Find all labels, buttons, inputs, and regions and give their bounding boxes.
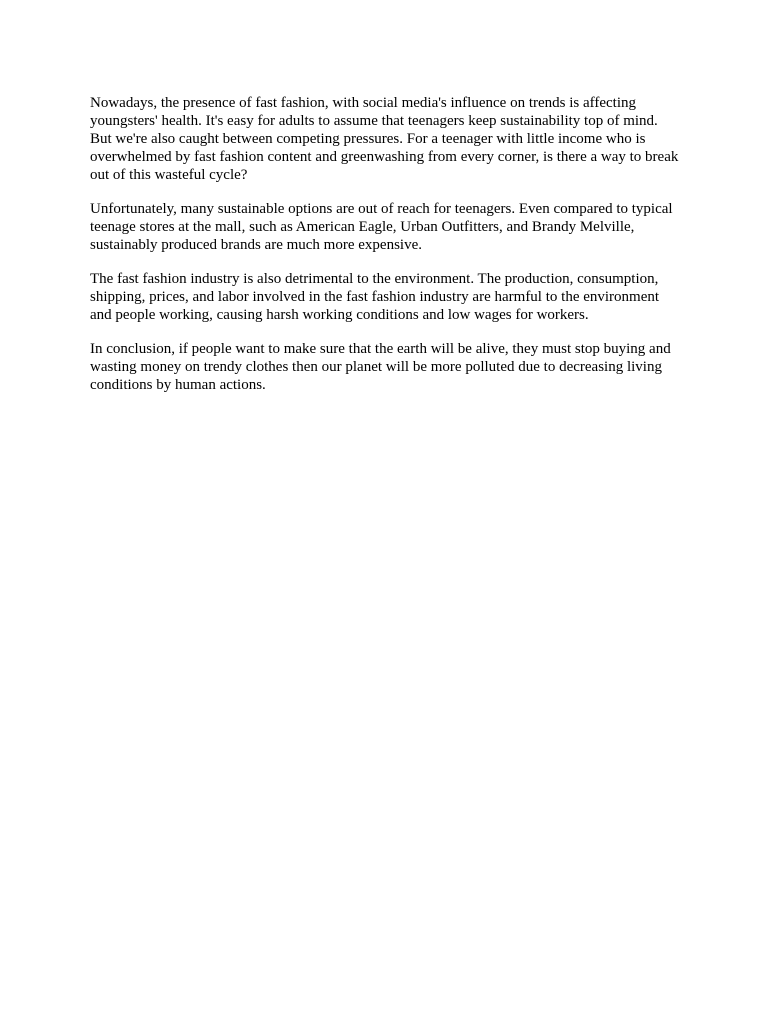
paragraph-conclusion: In conclusion, if people want to make sure that the earth will be alive, they must stop buying and wasting money on trendy clothes then our planet will be more polluted due to decreasing living conditions by human actions.	[90, 341, 671, 393]
paragraph-affordability: Unfortunately, many sustainable options are out of reach for teenagers. Even compared to typical teenage stores at the mall, such as American Eagle, Urban Outfitters, and Brandy Melville, sustainably produced brands are much more expensive.	[90, 201, 673, 253]
paragraph-environment: The fast fashion industry is also detrimental to the environment. The production, consumption, shipping, prices, and labor involved in the fast fashion industry are harmful to the environment and people working, causing harsh working conditions and low wages for workers.	[90, 271, 660, 323]
document-body	[90, 94, 680, 410]
paragraph-intro: Nowadays, the presence of fast fashion, with social media's influence on trends is affecting youngsters' health. It's easy for adults to assume that teenagers keep sustainability top of mind. But we're also caught between competing pressures. For a teenager with little income who is overwhelmed by fast fashion content and greenwashing from every corner, is there a way to break out of this wasteful cycle?	[90, 95, 679, 183]
